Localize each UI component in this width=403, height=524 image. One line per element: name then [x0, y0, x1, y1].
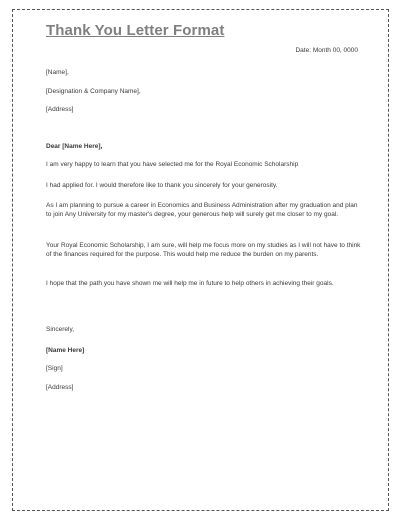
- salutation: Dear [Name Here],: [46, 143, 103, 150]
- letter-date: Date: Month 00, 0000: [295, 47, 358, 54]
- body-paragraph-3: As I am planning to pursue a career in Economics and Business Administration after my graduation and plan to join Any University for my master's degree, your generous help will surely get me closer to my goal.: [46, 202, 358, 218]
- letter-title: Thank You Letter Format: [46, 22, 225, 39]
- letter-page-border: [12, 9, 389, 511]
- recipient-address: [Address]: [46, 106, 74, 113]
- closing-sign: [Sign]: [46, 365, 63, 372]
- closing-address: [Address]: [46, 384, 74, 391]
- recipient-name: [Name],: [46, 69, 69, 76]
- body-paragraph-1: I am very happy to learn that you have selected me for the Royal Economic Scholarship: [46, 161, 299, 168]
- body-paragraph-4: Your Royal Economic Scholarship, I am sure, will help me focus more on my studies as I will not have to think of the finances required for the purpose. This would help me reduce the burden on my parents.: [46, 242, 361, 258]
- body-paragraph-2: I had applied for. I would therefore like to thank you sincerely for your generosity.: [46, 182, 278, 189]
- closing-sincerely: Sincerely,: [46, 326, 75, 333]
- body-paragraph-5: I hope that the path you have shown me will help me in future to help others in achieving their goals.: [46, 280, 334, 287]
- closing-name: [Name Here]: [46, 347, 85, 354]
- recipient-designation: [Designation & Company Name],: [46, 88, 141, 95]
